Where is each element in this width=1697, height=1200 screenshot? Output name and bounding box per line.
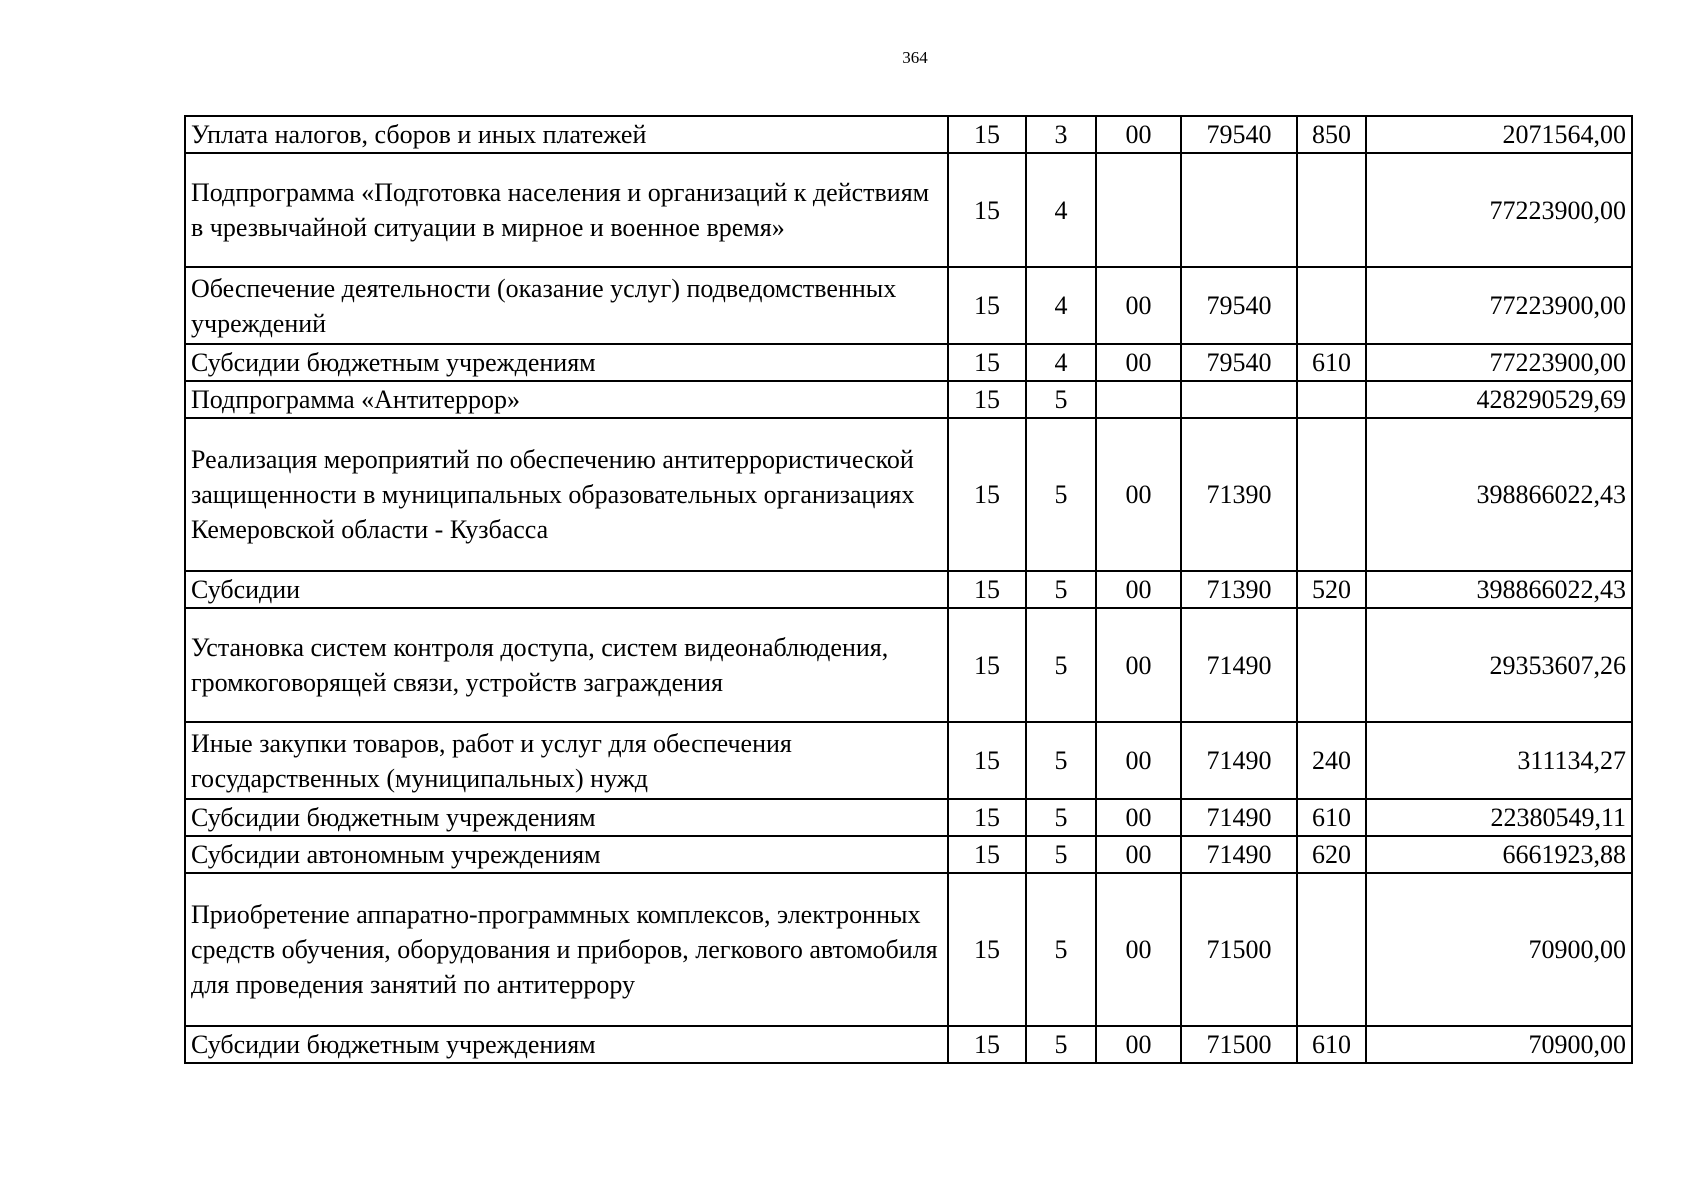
row-code-1: 15 bbox=[948, 267, 1026, 344]
row-amount: 6661923,88 bbox=[1366, 836, 1632, 873]
table-row bbox=[185, 799, 1632, 836]
row-amount: 77223900,00 bbox=[1366, 267, 1632, 344]
row-code-4 bbox=[1181, 381, 1297, 418]
table-row bbox=[185, 381, 1632, 418]
row-code-5: 620 bbox=[1297, 836, 1366, 873]
row-code-2: 4 bbox=[1026, 344, 1096, 381]
row-code-5 bbox=[1297, 418, 1366, 571]
row-code-5 bbox=[1297, 873, 1366, 1026]
table-row bbox=[185, 722, 1632, 799]
row-code-1: 15 bbox=[948, 571, 1026, 608]
row-code-3: 00 bbox=[1096, 873, 1181, 1026]
row-code-3: 00 bbox=[1096, 344, 1181, 381]
row-code-4: 79540 bbox=[1181, 116, 1297, 153]
row-code-1: 15 bbox=[948, 116, 1026, 153]
row-code-3 bbox=[1096, 381, 1181, 418]
row-code-5: 610 bbox=[1297, 344, 1366, 381]
row-amount: 77223900,00 bbox=[1366, 153, 1632, 267]
table-row bbox=[185, 608, 1632, 722]
row-name: Реализация мероприятий по обеспечению антитеррористической защищенности в муниципальных образовательных организациях Кемеровской области - Кузбасса bbox=[185, 418, 948, 571]
row-code-2: 4 bbox=[1026, 153, 1096, 267]
row-code-3: 00 bbox=[1096, 799, 1181, 836]
row-amount: 77223900,00 bbox=[1366, 344, 1632, 381]
row-code-4: 71490 bbox=[1181, 799, 1297, 836]
row-amount: 398866022,43 bbox=[1366, 418, 1632, 571]
row-code-5: 240 bbox=[1297, 722, 1366, 799]
row-code-2: 5 bbox=[1026, 608, 1096, 722]
row-name: Субсидии bbox=[185, 571, 948, 608]
row-code-1: 15 bbox=[948, 418, 1026, 571]
row-code-1: 15 bbox=[948, 1026, 1026, 1063]
row-code-2: 3 bbox=[1026, 116, 1096, 153]
row-amount: 29353607,26 bbox=[1366, 608, 1632, 722]
row-code-5: 520 bbox=[1297, 571, 1366, 608]
row-code-1: 15 bbox=[948, 344, 1026, 381]
row-code-2: 5 bbox=[1026, 873, 1096, 1026]
row-code-1: 15 bbox=[948, 799, 1026, 836]
row-amount: 70900,00 bbox=[1366, 1026, 1632, 1063]
row-code-1: 15 bbox=[948, 381, 1026, 418]
row-code-3: 00 bbox=[1096, 418, 1181, 571]
row-amount: 22380549,11 bbox=[1366, 799, 1632, 836]
row-amount: 70900,00 bbox=[1366, 873, 1632, 1026]
row-code-5 bbox=[1297, 153, 1366, 267]
row-name: Подпрограмма «Антитеррор» bbox=[185, 381, 948, 418]
row-name: Подпрограмма «Подготовка населения и организаций к действиям в чрезвычайной ситуации в мирное и военное время» bbox=[185, 153, 948, 267]
row-amount: 428290529,69 bbox=[1366, 381, 1632, 418]
table-row bbox=[185, 836, 1632, 873]
row-code-4: 79540 bbox=[1181, 267, 1297, 344]
row-code-4: 71490 bbox=[1181, 722, 1297, 799]
row-code-3: 00 bbox=[1096, 571, 1181, 608]
row-name: Субсидии бюджетным учреждениям bbox=[185, 1026, 948, 1063]
row-name: Установка систем контроля доступа, систем видеонаблюдения, громкоговорящей связи, устройств заграждения bbox=[185, 608, 948, 722]
row-code-4: 71390 bbox=[1181, 418, 1297, 571]
table-row bbox=[185, 1026, 1632, 1063]
row-code-3: 00 bbox=[1096, 267, 1181, 344]
row-code-4: 71490 bbox=[1181, 836, 1297, 873]
row-name: Уплата налогов, сборов и иных платежей bbox=[185, 116, 948, 153]
row-code-5 bbox=[1297, 381, 1366, 418]
row-code-1: 15 bbox=[948, 608, 1026, 722]
row-amount: 398866022,43 bbox=[1366, 571, 1632, 608]
row-code-2: 5 bbox=[1026, 418, 1096, 571]
row-code-3 bbox=[1096, 153, 1181, 267]
row-code-2: 5 bbox=[1026, 799, 1096, 836]
row-code-4 bbox=[1181, 153, 1297, 267]
row-name: Субсидии бюджетным учреждениям bbox=[185, 799, 948, 836]
table-row bbox=[185, 873, 1632, 1026]
row-code-3: 00 bbox=[1096, 836, 1181, 873]
row-code-1: 15 bbox=[948, 836, 1026, 873]
row-code-2: 5 bbox=[1026, 571, 1096, 608]
row-code-2: 4 bbox=[1026, 267, 1096, 344]
row-code-5 bbox=[1297, 267, 1366, 344]
row-code-4: 71390 bbox=[1181, 571, 1297, 608]
page-number: 364 bbox=[902, 48, 928, 67]
row-code-4: 71500 bbox=[1181, 1026, 1297, 1063]
row-name: Обеспечение деятельности (оказание услуг) подведомственных учреждений bbox=[185, 267, 948, 344]
table-row bbox=[185, 153, 1632, 267]
row-amount: 311134,27 bbox=[1366, 722, 1632, 799]
row-code-4: 71490 bbox=[1181, 608, 1297, 722]
table-row bbox=[185, 267, 1632, 344]
row-code-2: 5 bbox=[1026, 722, 1096, 799]
table-row bbox=[185, 116, 1632, 153]
row-code-4: 71500 bbox=[1181, 873, 1297, 1026]
row-code-3: 00 bbox=[1096, 722, 1181, 799]
row-name: Приобретение аппаратно-программных комплексов, электронных средств обучения, оборудования и приборов, легкового автомобиля для проведения занятий по антитеррору bbox=[185, 873, 948, 1026]
row-name: Иные закупки товаров, работ и услуг для обеспечения государственных (муниципальных) нужд bbox=[185, 722, 948, 799]
row-code-2: 5 bbox=[1026, 381, 1096, 418]
row-code-4: 79540 bbox=[1181, 344, 1297, 381]
row-name: Субсидии автономным учреждениям bbox=[185, 836, 948, 873]
row-code-5: 610 bbox=[1297, 1026, 1366, 1063]
row-code-5 bbox=[1297, 608, 1366, 722]
row-code-1: 15 bbox=[948, 153, 1026, 267]
table-row bbox=[185, 344, 1632, 381]
row-name: Субсидии бюджетным учреждениям bbox=[185, 344, 948, 381]
table-row bbox=[185, 418, 1632, 571]
row-code-3: 00 bbox=[1096, 608, 1181, 722]
row-amount: 2071564,00 bbox=[1366, 116, 1632, 153]
row-code-2: 5 bbox=[1026, 836, 1096, 873]
row-code-3: 00 bbox=[1096, 1026, 1181, 1063]
table-row bbox=[185, 571, 1632, 608]
row-code-1: 15 bbox=[948, 722, 1026, 799]
row-code-1: 15 bbox=[948, 873, 1026, 1026]
row-code-2: 5 bbox=[1026, 1026, 1096, 1063]
row-code-3: 00 bbox=[1096, 116, 1181, 153]
budget-table bbox=[184, 115, 1633, 1064]
row-code-5: 610 bbox=[1297, 799, 1366, 836]
row-code-5: 850 bbox=[1297, 116, 1366, 153]
